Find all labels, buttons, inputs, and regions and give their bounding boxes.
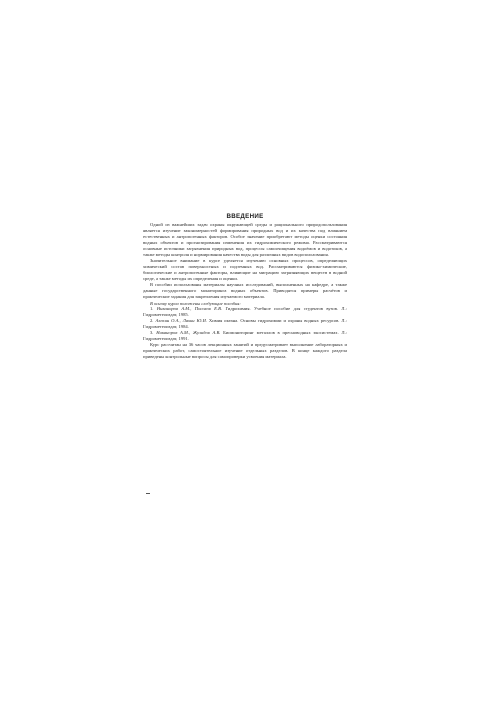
section-heading: ВВЕДЕНИЕ: [226, 213, 264, 220]
reference-authors: Никаноров А.М., Посохов Е.В.: [156, 306, 223, 312]
closing-paragraph: Курс рассчитан на 36 часов лекционных занятий и предусматривает выполнение лабораторных и практических работ, самостоятельное изучение отдельных разделов. В конце каждого раздела приведены контрольные вопросы для самопроверки усвоения материала.: [143, 341, 347, 359]
body-paragraph-1: Одной из важнейших задач охраны окружающей среды и рационального природопользования является изучение закономерностей формирования природных вод и их качества под влиянием естественных и антропогенных факторов. Особое значение приобретают методы оценки состояния водных объектов и прогнозирования изменения их гидрохимического режима. Рассматриваются основные источники загрязнения природных вод, процессы самоочищения водоёмов и водотоков, а также методы контроля и нормирования качества воды для различных видов водопользования.: [143, 222, 347, 257]
reference-authors: Алекин О.А., Ляхин Ю.И.: [155, 318, 207, 324]
body-paragraph-3: В пособии использованы материалы научных исследований, выполненных на кафедре, а также данные государственного мониторинга водных объектов. Приводятся примеры расчётов и практические задания для закрепления изучаемого материала.: [143, 282, 347, 300]
reference-number: 1.: [150, 306, 154, 312]
reference-number: 3.: [150, 330, 154, 336]
reference-title: Гидрохимия. Учебное пособие для студентов вузов. Л.: Гидрометеоиздат, 1985.: [143, 306, 347, 318]
reference-title: Химия океана. Основы гидрохимии и охраны водных ресурсов. Л.: Гидрометеоиздат, 1984.: [143, 318, 347, 330]
reference-authors: Никаноров А.М., Жулидов А.В.: [156, 330, 221, 336]
body-paragraph-2: Значительное внимание в курсе уделяется изучению основных процессов, определяющих химический состав поверхностных и подземных вод. Рассматриваются физико-химические, биологические и антропогенные факторы, влияющие на миграцию загрязняющих веществ в водной среде, а также методы их определения и оценки.: [143, 258, 347, 281]
page-mark: [146, 493, 150, 494]
introduction-section: [143, 213, 347, 360]
reference-item-3: [143, 330, 347, 342]
references-intro: В основу курса положены следующие пособия:: [150, 300, 241, 306]
reference-number: 2.: [150, 318, 154, 324]
reference-item-1: [143, 306, 347, 318]
reference-item-2: [143, 318, 347, 330]
reference-title: Биомониторинг металлов в пресноводных экосистемах. Л.: Гидрометеоиздат, 1991.: [143, 330, 347, 341]
